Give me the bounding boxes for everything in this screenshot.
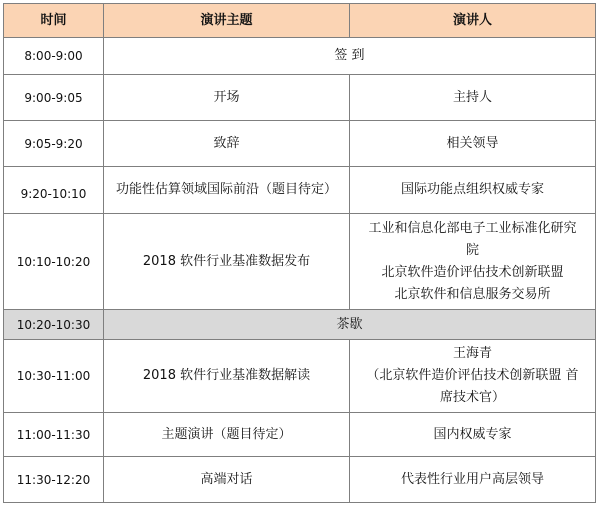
- topic-cell: 2018 软件行业基准数据发布: [104, 214, 350, 310]
- header-topic: 演讲主题: [104, 4, 350, 38]
- table-row: [4, 214, 596, 310]
- table-row: [4, 310, 596, 340]
- header-speaker: 演讲人: [350, 4, 596, 38]
- time-cell: 8:00-9:00: [4, 38, 104, 75]
- header-row: [4, 4, 596, 38]
- speaker-line: 相关领导: [446, 135, 499, 151]
- speaker-cell: [350, 75, 596, 121]
- speaker-line: 北京软件和信息服务交易所: [394, 286, 551, 302]
- topic-cell: 致辞: [104, 121, 350, 167]
- table-row: [4, 167, 596, 214]
- speaker-cell: [350, 167, 596, 214]
- table-row: [4, 38, 596, 75]
- speaker-cell: [350, 340, 596, 413]
- topic-cell: 功能性估算领域国际前沿（题目待定）: [104, 167, 350, 214]
- time-cell: 10:30-11:00: [4, 340, 104, 413]
- topic-cell: 主题演讲（题目待定）: [104, 413, 350, 457]
- speaker-line: 工业和信息化部电子工业标准化研究: [368, 220, 577, 236]
- speaker-cell: [350, 413, 596, 457]
- topic-cell: 高端对话: [104, 457, 350, 503]
- speaker-line: （北京软件造价评估技术创新联盟 首: [366, 368, 579, 383]
- speaker-line: 席技术官）: [439, 390, 505, 405]
- speaker-line: 国际功能点组织权威专家: [400, 182, 544, 197]
- agenda-table: [3, 3, 596, 503]
- time-cell: 9:00-9:05: [4, 75, 104, 121]
- speaker-cell: [350, 214, 596, 310]
- topic-cell: 开场: [104, 75, 350, 121]
- speaker-line: 主持人: [452, 89, 492, 105]
- time-cell: 9:05-9:20: [4, 121, 104, 167]
- topic-cell: 2018 软件行业基准数据解读: [104, 340, 350, 413]
- speaker-line: 院: [465, 242, 479, 258]
- speaker-cell: [350, 457, 596, 503]
- table-row: [4, 340, 596, 413]
- time-cell: 11:00-11:30: [4, 413, 104, 457]
- table-row: [4, 75, 596, 121]
- header-time: 时间: [4, 4, 104, 38]
- merged-cell: 签 到: [104, 38, 596, 75]
- time-cell: 10:20-10:30: [4, 310, 104, 340]
- speaker-cell: [350, 121, 596, 167]
- time-cell: 11:30-12:20: [4, 457, 104, 503]
- time-cell: 10:10-10:20: [4, 214, 104, 310]
- speaker-line: 北京软件造价评估技术创新联盟: [381, 264, 564, 280]
- merged-cell: 茶歇: [104, 310, 596, 340]
- table-row: [4, 121, 596, 167]
- table-row: [4, 457, 596, 503]
- speaker-line: 国内权威专家: [433, 426, 512, 442]
- table-row: [4, 413, 596, 457]
- speaker-line: 王海青: [452, 346, 492, 361]
- time-cell: 9:20-10:10: [4, 167, 104, 214]
- speaker-line: 代表性行业用户高层领导: [400, 471, 544, 487]
